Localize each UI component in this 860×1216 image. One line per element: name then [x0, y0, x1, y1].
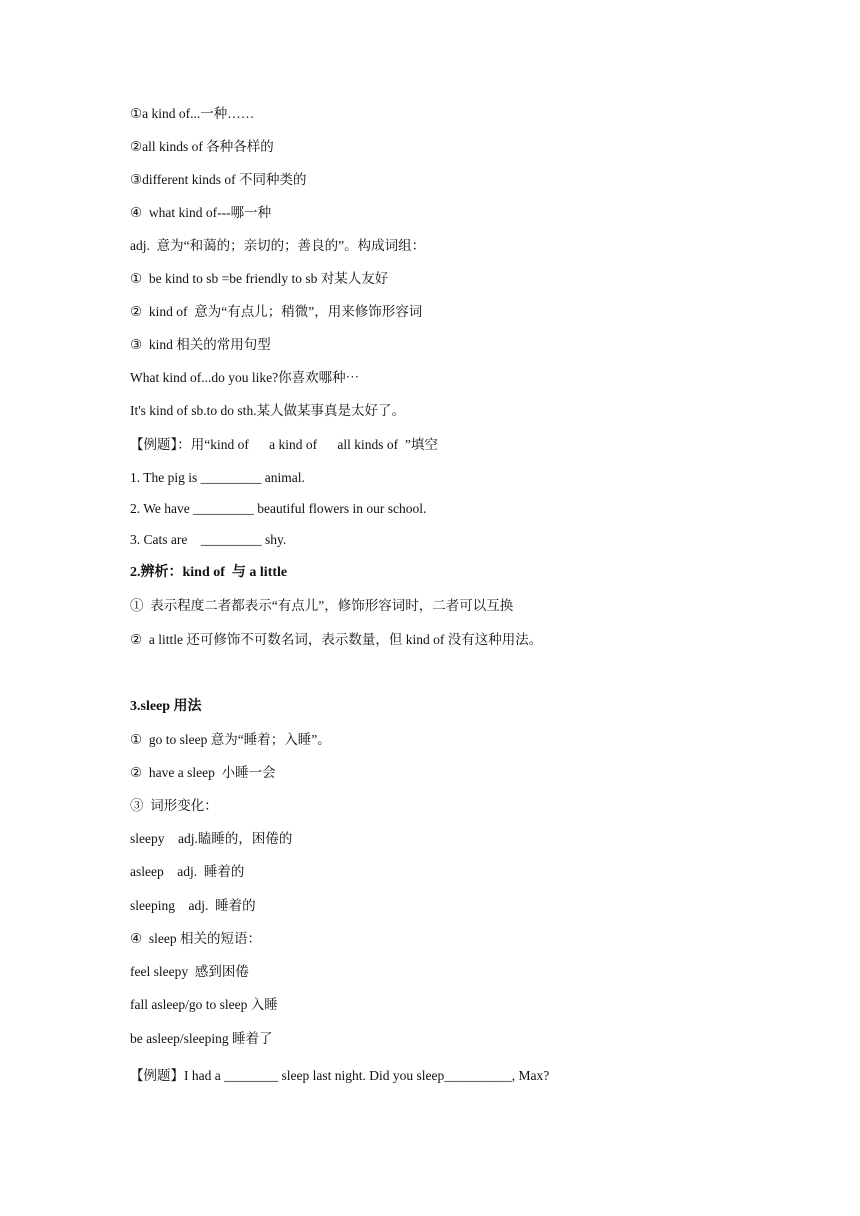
kind-sentence-patterns-heading: ③ kind 相关的常用句型	[130, 337, 271, 352]
phrase-all-kinds-of: ②all kinds of 各种各样的	[130, 139, 274, 154]
example-sleep-exercise: 【例题】I had a ________ sleep last night. Did you sleep__________, Max?	[130, 1068, 550, 1083]
example-kind-instruction: 【例题】：用“kind of a kind of all kinds of ”填空	[130, 437, 438, 452]
exercise-item-3: 3. Cats are _________ shy.	[130, 532, 287, 547]
word-form-sleepy: sleepy adj.瞌睡的，困倦的	[130, 831, 293, 846]
word-form-asleep: asleep adj. 睡着的	[130, 864, 245, 879]
phrase-be-asleep: be asleep/sleeping 睡着了	[130, 1031, 273, 1046]
word-form-sleeping: sleeping adj. 睡着的	[130, 898, 256, 913]
sleep-usage-1: ① go to sleep 意为“睡着；入睡”。	[130, 732, 331, 747]
pattern-what-kind-of: What kind of...do you like?你喜欢哪种⋯	[130, 370, 360, 385]
phrase-a-kind-of: ①a kind of...一种……	[130, 106, 255, 121]
phrase-fall-asleep: fall asleep/go to sleep 入睡	[130, 997, 278, 1012]
sleep-phrases-heading: ④ sleep 相关的短语：	[130, 931, 261, 946]
adj-kind-definition: adj. 意为“和蔼的；亲切的；善良的”。构成词组：	[130, 238, 426, 253]
sleep-word-forms-heading: ③ 词形变化：	[130, 798, 218, 813]
phrase-different-kinds-of: ③different kinds of 不同种类的	[130, 172, 307, 187]
phrase-kind-of-adverb: ② kind of 意为“有点儿；稍微”，用来修饰形容词	[130, 304, 423, 319]
pattern-its-kind-of: It's kind of sb.to do sth.某人做某事真是太好了。	[130, 403, 406, 418]
comparison-point-1: ① 表示程度二者都表示“有点儿”，修饰形容词时，二者可以互换	[130, 598, 514, 613]
sleep-usage-2: ② have a sleep 小睡一会	[130, 765, 276, 780]
exercise-item-2: 2. We have _________ beautiful flowers in our school.	[130, 501, 427, 516]
exercise-item-1: 1. The pig is _________ animal.	[130, 470, 305, 485]
phrase-what-kind-of: ④ what kind of---哪一种	[130, 205, 272, 220]
phrase-be-kind-to: ① be kind to sb =be friendly to sb 对某人友好	[130, 271, 389, 286]
phrase-feel-sleepy: feel sleepy 感到困倦	[130, 964, 249, 979]
comparison-point-2: ② a little 还可修饰不可数名词，表示数量，但 kind of 没有这种用法。	[130, 632, 543, 647]
section-3-heading: 3.sleep 用法	[130, 699, 202, 714]
section-2-heading: 2.辨析：kind of 与 a little	[130, 565, 288, 580]
